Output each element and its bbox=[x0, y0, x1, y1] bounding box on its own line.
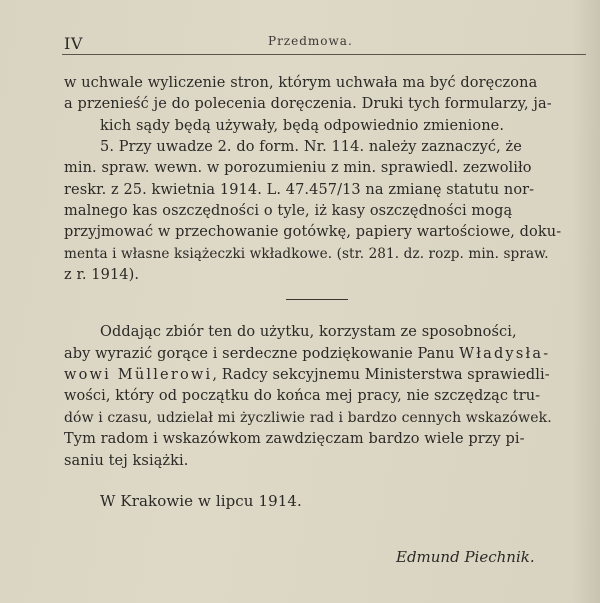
body-line: z r. 1914). bbox=[64, 267, 140, 283]
acknowledgement-text: aby wyrazić gorące i serdeczne podziękowanie Panu bbox=[64, 346, 460, 362]
place-date: W Krakowie w lipcu 1914. bbox=[100, 492, 302, 510]
section-separator bbox=[286, 299, 348, 300]
body-line: menta i własne książeczki wkładkowe. (str. 281. dz. rozp. min. spraw. bbox=[64, 246, 549, 262]
body-line: przyjmować w przechowanie gotówkę, papiery wartościowe, doku- bbox=[64, 224, 562, 240]
acknowledgement-line: dów i czasu, udzielał mi życzliwie rad i bardzo cennych wskazówek. bbox=[64, 410, 552, 426]
acknowledgement-line: saniu tej książki. bbox=[64, 453, 189, 469]
body-line: min. spraw. wewn. w porozumieniu z min. sprawiedl. zezwoliło bbox=[64, 160, 532, 176]
running-head: Przedmowa. bbox=[268, 34, 353, 48]
signature: Edmund Piechnik. bbox=[396, 548, 535, 566]
body-line: reskr. z 25. kwietnia 1914. L. 47.457/13 na zmianę statutu nor- bbox=[64, 182, 535, 198]
page-number: IV bbox=[64, 34, 83, 53]
body-line: malnego kas oszczędności o tyle, iż kasy oszczędności mogą bbox=[64, 203, 513, 219]
acknowledgement-line: Oddając zbiór ten do użytku, korzystam ze sposobności, bbox=[100, 324, 517, 340]
body-line: 5. Przy uwadze 2. do form. Nr. 114. należy zaznaczyć, że bbox=[100, 139, 522, 155]
person-name: wowi Müllerowi bbox=[64, 367, 213, 383]
person-name: Władysła- bbox=[459, 346, 551, 362]
acknowledgement-line bbox=[64, 344, 550, 364]
acknowledgement-line: Tym radom i wskazówkom zawdzięczam bardzo wiele przy pi- bbox=[64, 431, 525, 447]
acknowledgement-line: wości, który od początku do końca mej pracy, nie szczędząc tru- bbox=[64, 388, 541, 404]
body-line: w uchwale wyliczenie stron, którym uchwała ma być doręczona bbox=[64, 75, 538, 91]
header-rule bbox=[62, 54, 586, 55]
page-edge-shadow bbox=[572, 0, 600, 603]
body-line: kich sądy będą używały, będą odpowiednio zmienione. bbox=[100, 118, 505, 134]
acknowledgement-text: , Radcy sekcyjnemu Ministerstwa sprawiedli- bbox=[212, 367, 550, 383]
body-line: a przenieść je do polecenia doręczenia. Druki tych formularzy, ja- bbox=[64, 96, 552, 112]
acknowledgement-line bbox=[64, 365, 550, 385]
